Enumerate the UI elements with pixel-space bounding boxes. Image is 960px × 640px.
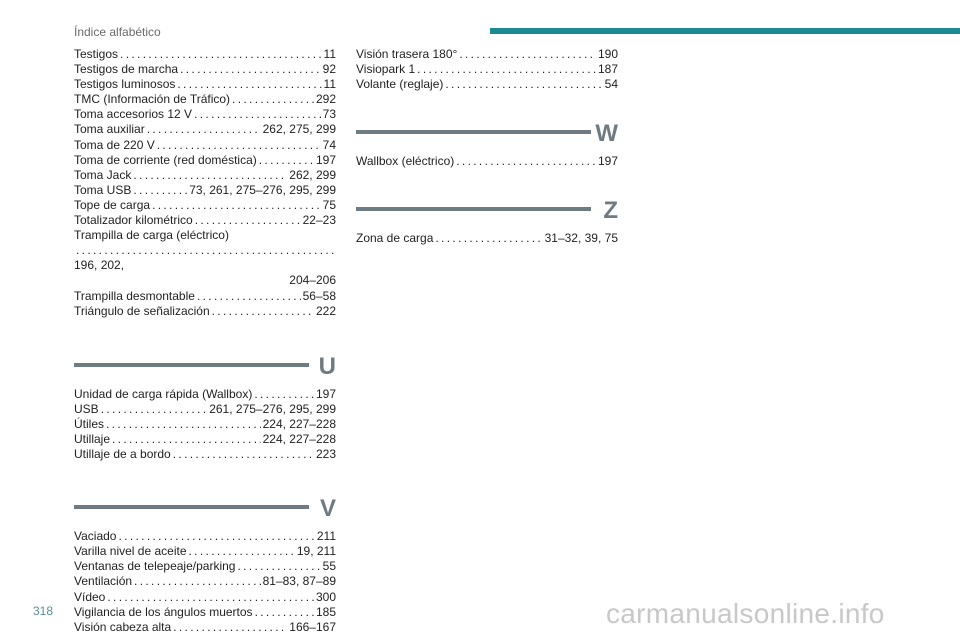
- index-term: Wallbox (eléctrico): [356, 154, 455, 169]
- index-pages: 11: [323, 77, 336, 92]
- dot-leader: [255, 605, 314, 620]
- index-term: Trampilla de carga (eléctrico): [74, 228, 229, 243]
- index-term: Toma accesorios 12 V: [74, 107, 193, 122]
- index-entry: [356, 47, 618, 62]
- index-entry: [356, 231, 618, 246]
- section-letter: Z: [603, 197, 618, 225]
- index-pages: 73, 261, 275–276, 295, 299: [189, 182, 336, 197]
- index-term: Visiopark 1: [356, 62, 416, 77]
- index-pages: 197: [315, 386, 336, 401]
- dot-leader: [106, 417, 261, 432]
- dot-leader: [120, 47, 322, 62]
- dot-leader: [459, 47, 596, 62]
- index-entry: [74, 213, 336, 228]
- index-pages: 187: [597, 62, 618, 77]
- dot-leader: [133, 183, 187, 198]
- dot-leader: [173, 620, 287, 635]
- index-term: Testigos de marcha: [74, 62, 179, 77]
- index-entry: [356, 154, 618, 169]
- index-pages: 185: [315, 604, 336, 619]
- index-pages: 262, 275, 299: [262, 122, 336, 137]
- index-entry: [74, 47, 336, 62]
- page-number: 318: [33, 604, 54, 618]
- index-pages: 19, 211: [296, 544, 336, 559]
- index-entry: [74, 122, 336, 137]
- dot-leader: [180, 62, 321, 77]
- index-pages: 166–167: [289, 619, 336, 634]
- index-entry: [74, 289, 336, 304]
- dot-leader: [152, 198, 321, 213]
- index-pages: 54: [604, 77, 618, 92]
- dot-leader: [194, 107, 321, 122]
- index-entry: [74, 198, 336, 213]
- dot-leader: [197, 289, 301, 304]
- index-entry: [74, 138, 336, 153]
- index-term: Tope de carga: [74, 197, 151, 212]
- dot-leader: [445, 77, 602, 92]
- index-pages: 22–23: [302, 213, 336, 228]
- index-pages: 262, 299: [289, 167, 336, 182]
- header-title: Índice alfabético: [74, 25, 161, 39]
- index-pages: 75: [322, 197, 336, 212]
- index-term: Toma auxiliar: [74, 122, 145, 137]
- index-entry: [74, 605, 336, 620]
- section-v-entries: [74, 529, 336, 635]
- index-pages-continued: 204–206: [289, 273, 336, 288]
- index-entry: [74, 107, 336, 122]
- dot-leader: [134, 574, 261, 589]
- dot-leader: [435, 231, 542, 246]
- index-entry: [74, 590, 336, 605]
- section-rule: [356, 207, 591, 211]
- index-term: Visión cabeza alta: [74, 619, 172, 634]
- index-entry: [74, 304, 336, 319]
- section-letter: U: [318, 352, 336, 380]
- index-term: TMC (Información de Tráfico): [74, 92, 231, 107]
- index-pages: 261, 275–276, 295, 299: [209, 401, 336, 416]
- index-term: Vídeo: [74, 589, 106, 604]
- index-entry: [74, 77, 336, 92]
- index-term: Testigos luminosos: [74, 77, 176, 92]
- index-pages: 224, 227–228: [262, 416, 336, 431]
- index-entry: [74, 183, 336, 198]
- index-term: Utillaje: [74, 431, 111, 446]
- dot-leader: [133, 168, 287, 183]
- dot-leader: [112, 432, 261, 447]
- letter-heading-v: [74, 495, 336, 529]
- dot-leader: [76, 243, 334, 258]
- dot-leader: [195, 213, 301, 228]
- index-pages: 73: [322, 107, 336, 122]
- dot-leader: [157, 138, 321, 153]
- index-term: Toma de 220 V: [74, 137, 155, 152]
- dot-leader: [189, 544, 295, 559]
- index-entry: [74, 62, 336, 77]
- section-z-entries: [356, 231, 618, 246]
- index-entry: [74, 92, 336, 107]
- dot-leader: [212, 304, 314, 319]
- index-entry: [74, 228, 336, 288]
- index-pages: 197: [597, 154, 618, 169]
- index-entry: [74, 574, 336, 589]
- dot-leader: [118, 529, 314, 544]
- dot-leader: [259, 153, 314, 168]
- index-term: Unidad de carga rápida (Wallbox): [74, 386, 253, 401]
- index-entry: [74, 402, 336, 417]
- index-term: Toma de corriente (red doméstica): [74, 152, 257, 167]
- dot-leader: [101, 402, 208, 417]
- index-term: Útiles: [74, 416, 105, 431]
- index-entry: [74, 447, 336, 462]
- index-term: Varilla nivel de aceite: [74, 544, 187, 559]
- index-entry: [356, 62, 618, 77]
- index-entry: [74, 153, 336, 168]
- index-term: USB: [74, 401, 99, 416]
- letter-heading-w: [356, 120, 618, 154]
- index-entry: [74, 544, 336, 559]
- index-pages: 222: [315, 303, 336, 318]
- index-term: Trampilla desmontable: [74, 288, 195, 303]
- index-term: Toma Jack: [74, 167, 132, 182]
- index-pages: 190: [597, 47, 618, 61]
- index-pages: 31–32, 39, 75: [544, 231, 618, 246]
- section-v-entries-cont: [356, 47, 618, 92]
- index-pages: 211: [316, 529, 336, 544]
- index-column-left: [74, 0, 336, 635]
- dot-leader: [417, 62, 596, 77]
- index-entry: [74, 620, 336, 635]
- index-term: Utillaje de a bordo: [74, 447, 171, 462]
- index-pages: 92: [322, 62, 336, 77]
- dot-leader: [147, 122, 261, 137]
- index-pages: 300: [315, 589, 336, 604]
- index-term: Visión trasera 180°: [356, 47, 458, 61]
- dot-leader: [456, 154, 596, 169]
- index-term: Totalizador kilométrico: [74, 213, 193, 228]
- index-pages: 197: [315, 152, 336, 167]
- index-term: Triángulo de señalización: [74, 303, 210, 318]
- index-term: Ventilación: [74, 574, 133, 589]
- index-pages: 74: [322, 137, 336, 152]
- index-pages: 56–58: [302, 288, 336, 303]
- section-letter: V: [319, 495, 336, 523]
- dot-leader: [232, 92, 314, 107]
- index-entry: [74, 387, 336, 402]
- watermark: carmanualsonline.info: [606, 598, 885, 629]
- section-w-entries: [356, 154, 618, 169]
- index-pages: 55: [322, 559, 336, 574]
- index-term: Toma USB: [74, 182, 132, 197]
- index-entry: [74, 559, 336, 574]
- section-letter: W: [595, 120, 618, 148]
- index-column-right: [356, 0, 618, 246]
- index-pages: 81–83, 87–89: [262, 574, 336, 589]
- section-rule: [356, 130, 591, 134]
- dot-leader: [173, 447, 314, 462]
- index-pages: 11: [323, 47, 336, 61]
- index-pages: 223: [315, 447, 336, 462]
- index-term: Volante (reglaje): [356, 77, 444, 92]
- index-pages: 292: [315, 92, 336, 107]
- index-term: Vaciado: [74, 529, 117, 544]
- index-term: Ventanas de telepeaje/parking: [74, 559, 236, 574]
- index-entry: [74, 417, 336, 432]
- letter-heading-z: [356, 197, 618, 231]
- dot-leader: [177, 77, 321, 92]
- index-entry: [356, 77, 618, 92]
- section-u-entries: [74, 387, 336, 462]
- section-t-entries: [74, 47, 336, 319]
- index-term: Testigos: [74, 47, 119, 61]
- index-entry: [74, 168, 336, 183]
- letter-heading-u: [74, 353, 336, 387]
- index-entry: [74, 432, 336, 447]
- index-term: Zona de carga: [356, 231, 434, 246]
- index-pages: 224, 227–228: [262, 431, 336, 446]
- index-term: Vigilancia de los ángulos muertos: [74, 604, 253, 619]
- index-pages: 196, 202,: [74, 258, 125, 273]
- index-entry: [74, 529, 336, 544]
- section-rule: [74, 505, 309, 509]
- section-rule: [74, 363, 309, 367]
- dot-leader: [254, 387, 314, 402]
- dot-leader: [237, 559, 320, 574]
- dot-leader: [107, 590, 314, 605]
